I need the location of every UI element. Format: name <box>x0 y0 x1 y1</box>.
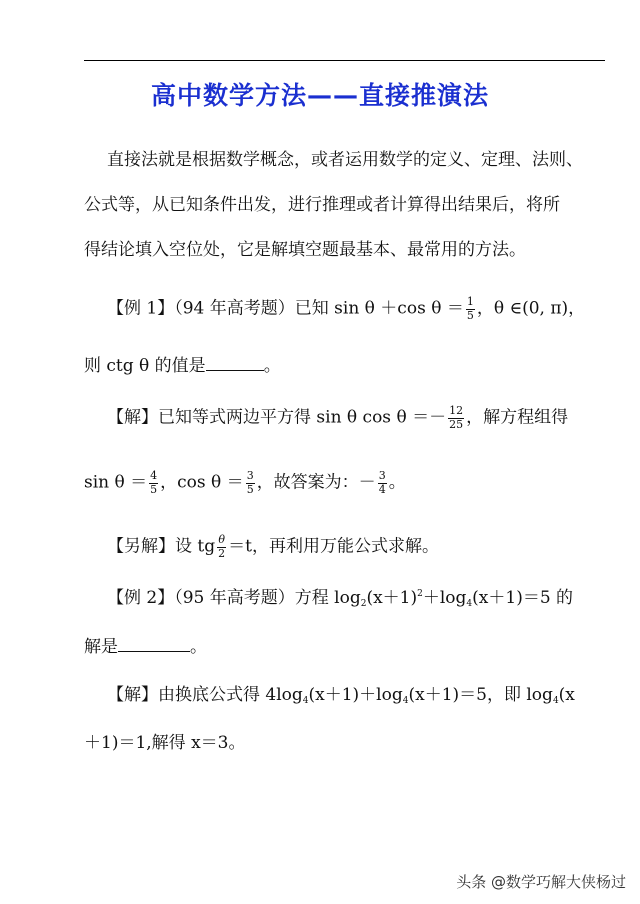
example-1-line-2 <box>84 356 281 375</box>
fraction-three-quarters <box>378 470 387 496</box>
log-base: 4 <box>466 599 473 609</box>
alt-solution-text: 【另解】设 tg <box>107 536 216 557</box>
intro-line-2: 公式等，从已知条件出发，进行推理或者计算得出结果后，将所 <box>84 195 560 215</box>
answer-text: ，故答案为：－ <box>256 472 376 493</box>
fraction-numerator: 3 <box>378 469 386 482</box>
example-2-text: 【例 2】（95 年高考题）方程 log <box>107 588 361 608</box>
alternative-solution <box>107 534 439 560</box>
log-base: 4 <box>402 696 409 706</box>
fraction-denominator: 25 <box>449 417 464 431</box>
log-term: (x <box>558 685 575 705</box>
fraction-numerator: 1 <box>466 295 474 308</box>
sin-equals: sin θ ＝ <box>84 472 148 493</box>
solution-2-line-1 <box>107 687 575 706</box>
log-base: 2 <box>360 599 367 609</box>
solution-2-text: 【解】由换底公式得 4log <box>107 685 303 705</box>
fraction-numerator: 3 <box>246 469 254 482</box>
solution-1-line-1 <box>107 405 568 431</box>
log-base: 4 <box>552 696 559 706</box>
log-argument: (x＋1) <box>366 588 418 608</box>
fraction-three-fifths <box>246 470 255 496</box>
fraction-twelve-25 <box>448 405 464 431</box>
answer-blank <box>206 356 264 371</box>
fraction-denominator: 5 <box>150 482 158 496</box>
example-2-question: 解是 <box>84 637 118 657</box>
intro-line-3: 得结论填入空位处，它是解填空题最基本、最常用的方法。 <box>84 240 526 260</box>
example-1-question: 则 ctg θ 的值是 <box>84 356 206 376</box>
fraction-denominator: 2 <box>218 546 226 560</box>
fraction-numerator: 4 <box>150 469 158 482</box>
example-1-line-1 <box>107 296 585 322</box>
example-1-condition: ，θ ∈(0, π)， <box>476 298 586 319</box>
solution-1-text-cont: ，解方程组得 <box>466 407 569 428</box>
example-2-line-1 <box>107 590 573 609</box>
solution-2-line-2: ＋1)＝1,解得 x＝3。 <box>84 733 246 753</box>
example-2-text-cont: (x＋1)＝5 的 <box>472 588 574 608</box>
header-rule <box>84 60 605 61</box>
example-1-text: 【例 1】（94 年高考题）已知 sin θ ＋cos θ ＝ <box>107 298 464 319</box>
fraction-four-fifths <box>149 470 158 496</box>
log-base: 4 <box>302 696 309 706</box>
example-2-line-2 <box>84 637 207 656</box>
exponent: 2 <box>417 589 423 599</box>
period: 。 <box>263 356 281 376</box>
cos-equals: ，cos θ ＝ <box>160 472 244 493</box>
log-term: (x＋1)＋log <box>308 685 403 705</box>
fraction-denominator: 5 <box>246 482 254 496</box>
intro-line-1: 直接法就是根据数学概念，或者运用数学的定义、定理、法则、 <box>107 150 583 170</box>
solution-1-line-2 <box>84 470 406 496</box>
answer-blank <box>118 637 190 652</box>
fraction-numerator: 12 <box>449 404 464 417</box>
plus-log: ＋log <box>422 588 467 608</box>
fraction-one-fifth <box>466 296 475 322</box>
alt-solution-text-cont: ＝t，再利用万能公式求解。 <box>228 536 439 557</box>
page-title: 高中数学方法——直接推演法 <box>150 81 489 110</box>
period: 。 <box>190 637 207 657</box>
solution-1-text: 【解】已知等式两边平方得 sin θ cos θ ＝－ <box>107 407 447 428</box>
fraction-denominator: 4 <box>378 482 386 496</box>
watermark: 头条 @数学巧解大侠杨过 <box>456 873 626 891</box>
log-term: (x＋1)＝5，即 log <box>408 685 553 705</box>
fraction-denominator: 5 <box>466 308 474 322</box>
period: 。 <box>388 472 406 493</box>
fraction-theta-half <box>217 534 226 560</box>
fraction-numerator: θ <box>218 533 225 546</box>
